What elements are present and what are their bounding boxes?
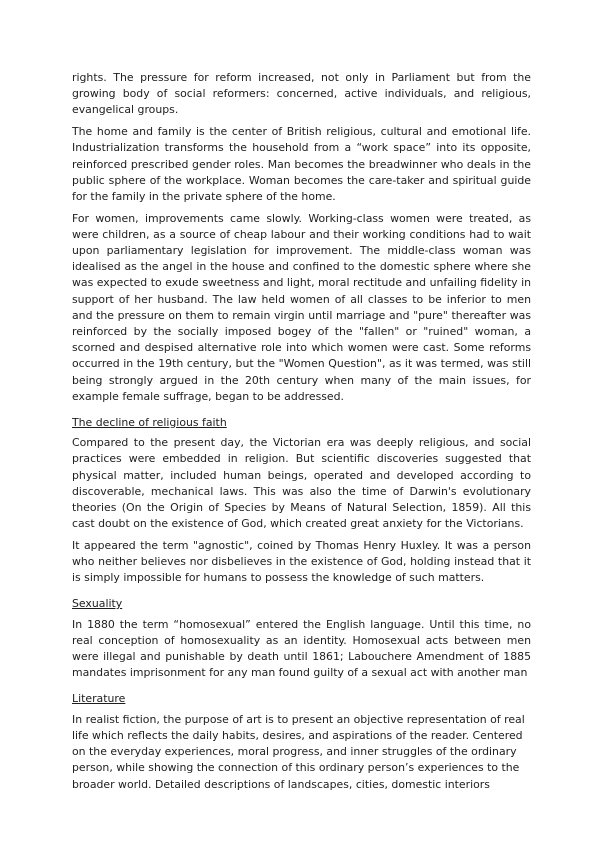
heading-religious-faith: The decline of religious faith — [72, 415, 227, 429]
heading-sexuality: Sexuality — [72, 597, 123, 611]
paragraph-home-family: The home and family is the center of British religious, cultural and emotional life. Industrialization transforms the household from a “work space” into its opposite, reinforced prescribed gender roles. Man becomes the breadwinner who deals in the public sphere of the workplace. Woman becomes the care-taker and spiritual guide for the family in the private sphere of the home. — [72, 125, 531, 203]
paragraph-women: For women, improvements came slowly. Working-class women were treated, as were children, as a source of cheap labour and their working conditions had to wait upon parliamentary legislation for improvement. The middle-class woman was idealised as the angel in the house and confined to the domestic sphere where she was expected to exude sweetness and light, moral rectitude and unfailing fidelity in support of her husband. The law held women of all classes to be inferior to men and the pressure on them to remain virgin until marriage and "pure" thereafter was reinforced by the socially imposed bogey of the "fallen" or "ruined" woman, a scorned and despised alternative role into which women were cast. Some reforms occurred in the 19th century, but the "Women Question", as it was termed, was still being strongly argued in the 20th century when many of the main issues, for example female suffrage, began to be addressed. — [72, 211, 531, 403]
paragraph-agnostic: It appeared the term "agnostic", coined by Thomas Henry Huxley. It was a person who neither believes nor disbelieves in the existence of God, holding instead that it is simply impossible for humans to possess the knowledge of such matters. — [72, 538, 531, 585]
paragraph-reform-pressure: rights. The pressure for reform increased, not only in Parliament but from the growing body of social reformers: concerned, active individuals, and religious, evangelical groups. — [72, 71, 531, 117]
paragraph-victorian-religion: Compared to the present day, the Victorian era was deeply religious, and social practices were embedded in religion. But scientific discoveries suggested that physical matter, included human beings, operated and developed according to discoverable, mechanical laws. This was also the time of Darwin's evolutionary theories (On the Origin of Species by Means of Natural Selection, 1859). All this cast doubt on the existence of God, which created great anxiety for the Victorians. — [72, 436, 531, 531]
paragraph-realist-fiction: In realist fiction, the purpose of art is to present an objective representation of real life which reflects the daily habits, desires, and aspirations of the reader. Centered on the everyday experiences, moral progress, and inner struggles of the ordinary person, while showing the connection of this ordinary person’s experiences to the broader world. Detailed descriptions of landscapes, cities, domestic interiors — [72, 712, 525, 791]
heading-literature: Literature — [72, 692, 126, 706]
document-page — [72, 70, 531, 798]
paragraph-homosexual-term: In 1880 the term “homosexual” entered the English language. Until this time, no real conception of homosexuality as an identity. Homosexual acts between men were illegal and punishable by death until 1861; Labouchere Amendment of 1885 mandates imprisonment for any man found guilty of a sexual act with another man — [72, 617, 531, 680]
